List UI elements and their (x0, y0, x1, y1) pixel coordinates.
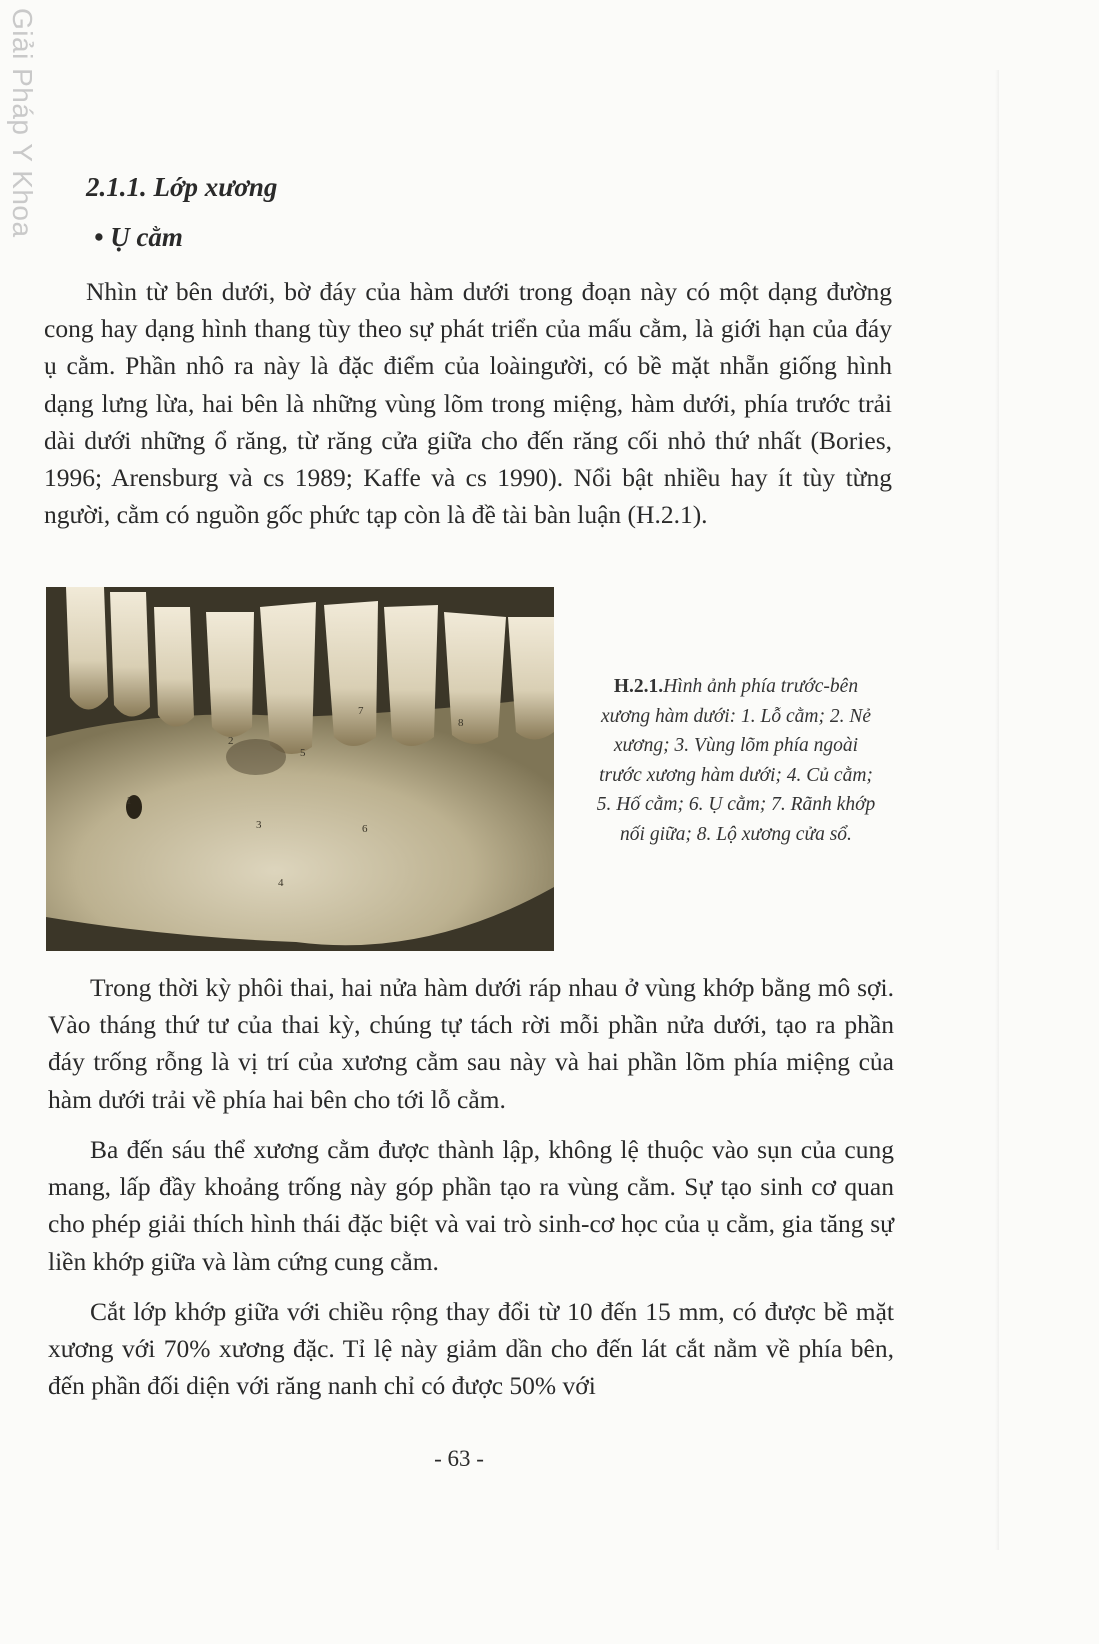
mandible-photo (46, 587, 554, 951)
figure-label-6: 6 (362, 823, 368, 835)
figure-label-1: 1 (126, 795, 132, 807)
section-heading: 2.1.1. Lớp xương (86, 172, 278, 202)
caption-text: Hình ảnh phía trước-bên xương hàm dưới: 1. Lỗ cằm; 2. Nẻ xương; 3. Vùng lõm phía ngoài trước xương hàm dưới; 4. Củ cằm; 5. Hố cằm; 6. Ụ cằm; 7. Rãnh khớp nối giữa; 8. Lộ xương cửa sổ. (596, 676, 876, 845)
mandible-illustration (46, 587, 554, 951)
paragraph-2: Trong thời kỳ phôi thai, hai nửa hàm dưới ráp nhau ở vùng khớp bằng mô sợi. Vào tháng thứ tư của thai kỳ, chúng tự tách rời mỗi phần nửa dưới, tạo ra phần đáy trống rỗng là vị trí của xương cằm sau này và hai phần lõm phía miệng của hàm dưới trải về phía hai bên cho tới lỗ cằm. (48, 973, 894, 1114)
caption-id: H.2.1. (613, 676, 664, 697)
subsection-bullet: • Ụ cằm (94, 222, 183, 252)
figure-label-2: 2 (228, 735, 234, 747)
paragraph-4: Cắt lớp khớp giữa với chiều rộng thay đổi từ 10 đến 15 mm, có được bề mặt xương với 70% xương đặc. Tỉ lệ này giảm dần cho đến lát cắt nằm về phía bên, đến phần đối diện với răng nanh chỉ có được 50% với (48, 1297, 894, 1401)
figure-label-5: 5 (300, 747, 306, 759)
figure-label-4: 4 (278, 877, 284, 889)
figure-label-3: 3 (256, 819, 262, 831)
figure-caption (594, 672, 878, 849)
page-number: - 63 - (434, 1446, 484, 1471)
paragraph-1: Nhìn từ bên dưới, bờ đáy của hàm dưới trong đoạn này có một dạng đường cong hay dạng hình thang tùy theo sự phát triển của mấu cằm, là giới hạn của đáy ụ cằm. Phần nhô ra này là đặc điểm của loàingười, có bề mặt nhẵn giống hình dạng lưng lừa, hai bên là những vùng lõm trong miệng, hàm dưới, phía trước trải dài dưới những ổ răng, từ răng cửa giữa cho đến răng cối nhỏ thứ nhất (Bories, 1996; Arensburg và cs 1989; Kaffe và cs 1990). Nổi bật nhiều hay ít tùy từng người, cằm có nguồn gốc phức tạp còn là đề tài bàn luận (H.2.1). (44, 277, 892, 530)
figure-label-7: 7 (358, 705, 364, 717)
page-edge-shadow (995, 70, 999, 1550)
figure-label-8: 8 (458, 717, 464, 729)
paragraph-3: Ba đến sáu thể xương cằm được thành lập, không lệ thuộc vào sụn của cung mang, lấp đầy khoảng trống này góp phần tạo ra vùng cằm. Sự tạo sinh cơ quan cho phép giải thích hình thái đặc biệt và vai trò sinh-cơ học của ụ cằm, gia tăng sự liền khớp giữa và làm cứng cung cằm. (48, 1135, 894, 1276)
watermark: Giải Pháp Y Khoa (7, 8, 38, 238)
